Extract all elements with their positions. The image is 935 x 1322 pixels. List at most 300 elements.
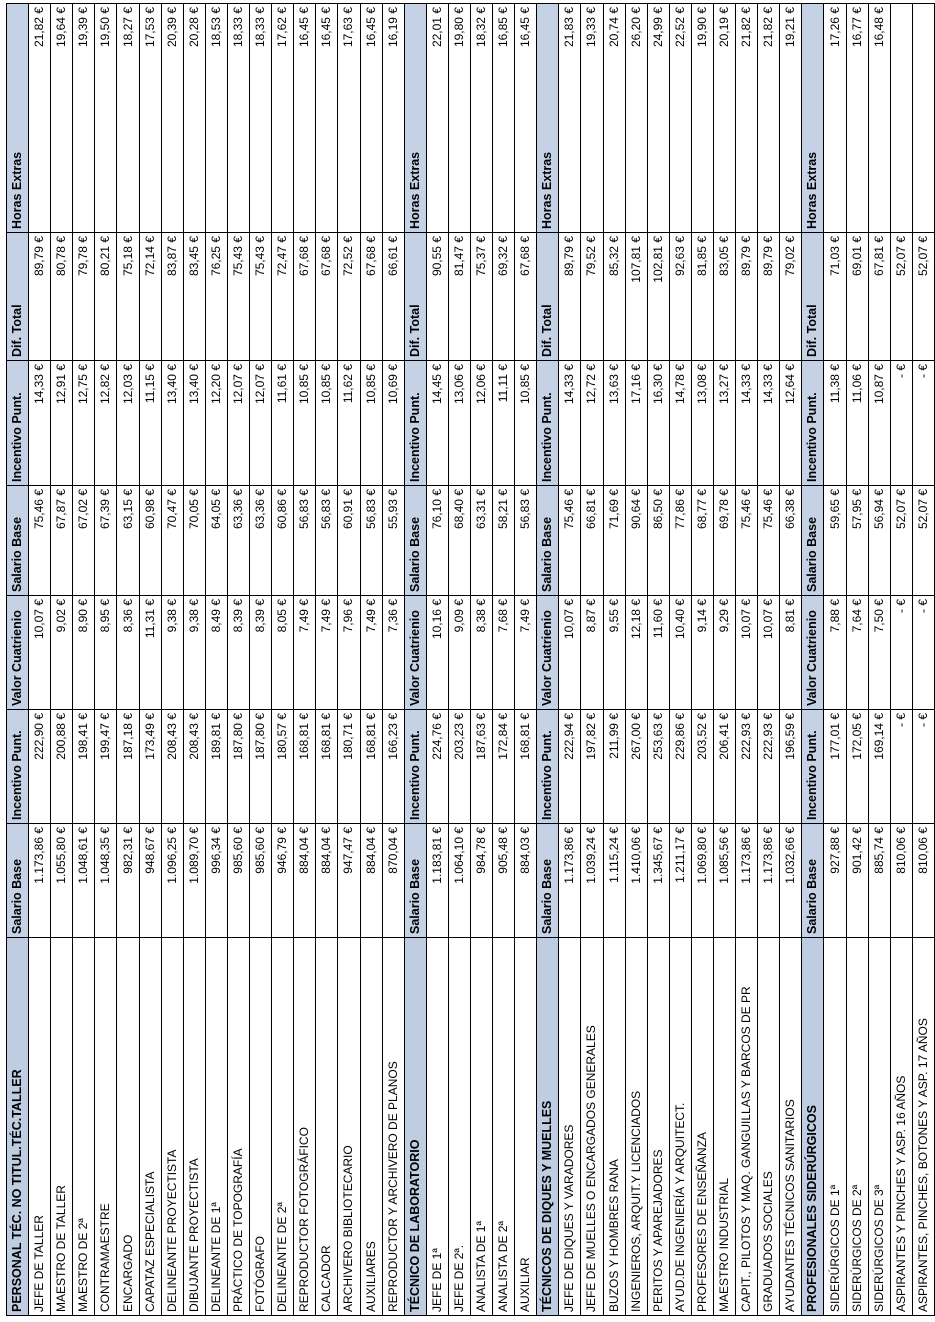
column-header: Salario Base: [802, 824, 824, 938]
value-cell: 67,39 €: [95, 486, 117, 596]
value-cell: 8,39 €: [250, 596, 272, 710]
value-cell: 222,90 €: [29, 710, 51, 824]
value-cell: 1.173,86 €: [758, 824, 780, 938]
value-cell: 884,03 €: [515, 824, 537, 938]
value-cell: 169,14 €: [868, 710, 890, 824]
job-title-cell: JEFE DE MUELLES O ENCARGADOS GENERALES: [581, 938, 603, 1316]
table-row: [581, 4, 603, 1316]
value-cell: 10,07 €: [758, 596, 780, 710]
table-row: [139, 4, 161, 1316]
job-title-cell: ANALISTA DE 1ª: [470, 938, 492, 1316]
section-header-row: [7, 4, 29, 1316]
value-cell: 75,43 €: [227, 233, 249, 361]
job-title-cell: JEFE DE TALLER: [29, 938, 51, 1316]
section-title: PROFESIONALES SIDERÚRGICOS: [802, 938, 824, 1316]
value-cell: 1.032,66 €: [780, 824, 802, 938]
value-cell: 7,50 €: [868, 596, 890, 710]
value-cell: 9,02 €: [51, 596, 73, 710]
value-cell: 17,16 €: [625, 361, 647, 486]
value-cell: 1.173,86 €: [559, 824, 581, 938]
table-row: [515, 4, 537, 1316]
value-cell: - €: [890, 361, 912, 486]
column-header: Salario Base: [404, 486, 426, 596]
value-cell: 180,71 €: [338, 710, 360, 824]
value-cell: 8,05 €: [272, 596, 294, 710]
job-title-cell: JEFE DE 2ª.: [448, 938, 470, 1316]
value-cell: 9,38 €: [161, 596, 183, 710]
value-cell: 77,86 €: [669, 486, 691, 596]
value-cell: 59,65 €: [824, 486, 846, 596]
value-cell: 20,28 €: [183, 4, 205, 233]
table-row: [868, 4, 890, 1316]
value-cell: [912, 4, 934, 233]
value-cell: 85,32 €: [603, 233, 625, 361]
value-cell: 56,83 €: [515, 486, 537, 596]
value-cell: 7,49 €: [294, 596, 316, 710]
table-row: [316, 4, 338, 1316]
job-title-cell: PERITOS Y APAREJADORES: [647, 938, 669, 1316]
value-cell: 870,04 €: [382, 824, 404, 938]
job-title-cell: CONTRAMAESTRE: [95, 938, 117, 1316]
table-row: [647, 4, 669, 1316]
value-cell: 8,90 €: [73, 596, 95, 710]
value-cell: 1.345,67 €: [647, 824, 669, 938]
value-cell: 229,86 €: [669, 710, 691, 824]
job-title-cell: GRADUADOS SOCIALES: [758, 938, 780, 1316]
value-cell: 56,83 €: [316, 486, 338, 596]
table-row: [493, 4, 515, 1316]
salary-table-body: [7, 4, 935, 1316]
job-title-cell: BUZOS Y HOMBRES RANA: [603, 938, 625, 1316]
column-header: Horas Extras: [537, 4, 559, 233]
value-cell: 66,61 €: [382, 233, 404, 361]
value-cell: 16,77 €: [846, 4, 868, 233]
value-cell: 187,18 €: [117, 710, 139, 824]
value-cell: 21,83 €: [559, 4, 581, 233]
job-title-cell: ANALISTA DE 2ª: [493, 938, 515, 1316]
column-header: Salario Base: [537, 824, 559, 938]
value-cell: 11,61 €: [272, 361, 294, 486]
job-title-cell: AYUDANTES TÉCNICOS SANITARIOS: [780, 938, 802, 1316]
value-cell: 203,23 €: [448, 710, 470, 824]
column-header: Incentivo Punt.: [404, 710, 426, 824]
column-header: Incentivo Punt.: [802, 710, 824, 824]
value-cell: 55,93 €: [382, 486, 404, 596]
value-cell: 21,82 €: [736, 4, 758, 233]
column-header: Incentivo Punt.: [7, 710, 29, 824]
value-cell: 12,82 €: [95, 361, 117, 486]
value-cell: 13,40 €: [161, 361, 183, 486]
job-title-cell: INGENIEROS, ARQUIT.Y LICENCIADOS: [625, 938, 647, 1316]
job-title-cell: MAESTRO DE 2ª: [73, 938, 95, 1316]
value-cell: 172,84 €: [493, 710, 515, 824]
value-cell: 17,53 €: [139, 4, 161, 233]
value-cell: 884,04 €: [316, 824, 338, 938]
job-title-cell: JEFE DE 1ª: [426, 938, 448, 1316]
value-cell: 948,67 €: [139, 824, 161, 938]
value-cell: 11,38 €: [824, 361, 846, 486]
value-cell: 884,04 €: [360, 824, 382, 938]
value-cell: 199,47 €: [95, 710, 117, 824]
job-title-cell: CAPATAZ ESPECIALISTA: [139, 938, 161, 1316]
table-row: [382, 4, 404, 1316]
section-header-row: [404, 4, 426, 1316]
value-cell: 89,79 €: [29, 233, 51, 361]
value-cell: 63,15 €: [117, 486, 139, 596]
value-cell: 996,34 €: [205, 824, 227, 938]
value-cell: 56,94 €: [868, 486, 890, 596]
value-cell: 60,91 €: [338, 486, 360, 596]
value-cell: 985,60 €: [250, 824, 272, 938]
job-title-cell: ARCHIVERO BIBLIOTECARIO: [338, 938, 360, 1316]
value-cell: 13,63 €: [603, 361, 625, 486]
value-cell: 75,46 €: [559, 486, 581, 596]
column-header: Horas Extras: [7, 4, 29, 233]
value-cell: 10,87 €: [868, 361, 890, 486]
value-cell: 1.064,10 €: [448, 824, 470, 938]
value-cell: 69,01 €: [846, 233, 868, 361]
value-cell: 177,01 €: [824, 710, 846, 824]
value-cell: 253,63 €: [647, 710, 669, 824]
column-header: Valor Cuatrienio: [7, 596, 29, 710]
value-cell: 7,88 €: [824, 596, 846, 710]
value-cell: 810,06 €: [912, 824, 934, 938]
value-cell: 12,75 €: [73, 361, 95, 486]
column-header: Horas Extras: [802, 4, 824, 233]
value-cell: 14,33 €: [758, 361, 780, 486]
table-row: [73, 4, 95, 1316]
value-cell: 16,45 €: [360, 4, 382, 233]
value-cell: 107,81 €: [625, 233, 647, 361]
value-cell: 19,21 €: [780, 4, 802, 233]
table-row: [117, 4, 139, 1316]
table-row: [669, 4, 691, 1316]
value-cell: 12,18 €: [625, 596, 647, 710]
value-cell: 76,25 €: [205, 233, 227, 361]
value-cell: 26,20 €: [625, 4, 647, 233]
job-title-cell: ASPIRANTES, PINCHES, BOTONES Y ASP. 17 AÑOS: [912, 938, 934, 1316]
value-cell: 224,76 €: [426, 710, 448, 824]
table-row: [51, 4, 73, 1316]
value-cell: 8,81 €: [780, 596, 802, 710]
value-cell: 10,07 €: [559, 596, 581, 710]
value-cell: 67,81 €: [868, 233, 890, 361]
value-cell: 72,47 €: [272, 233, 294, 361]
value-cell: 9,38 €: [183, 596, 205, 710]
value-cell: 10,07 €: [736, 596, 758, 710]
value-cell: 102,81 €: [647, 233, 669, 361]
value-cell: 9,14 €: [691, 596, 713, 710]
value-cell: 86,50 €: [647, 486, 669, 596]
value-cell: 79,52 €: [581, 233, 603, 361]
column-header: Salario Base: [802, 486, 824, 596]
value-cell: 168,81 €: [360, 710, 382, 824]
value-cell: 16,19 €: [382, 4, 404, 233]
value-cell: 69,32 €: [493, 233, 515, 361]
value-cell: 985,60 €: [227, 824, 249, 938]
column-header: Salario Base: [537, 486, 559, 596]
table-row: [227, 4, 249, 1316]
value-cell: 56,83 €: [360, 486, 382, 596]
value-cell: 11,60 €: [647, 596, 669, 710]
value-cell: 19,90 €: [691, 4, 713, 233]
value-cell: 9,29 €: [714, 596, 736, 710]
job-title-cell: DELINEANTE PROYECTISTA: [161, 938, 183, 1316]
value-cell: 13,40 €: [183, 361, 205, 486]
value-cell: 79,02 €: [780, 233, 802, 361]
value-cell: 18,32 €: [470, 4, 492, 233]
value-cell: 1.173,86 €: [29, 824, 51, 938]
value-cell: 52,07 €: [912, 233, 934, 361]
value-cell: 66,38 €: [780, 486, 802, 596]
value-cell: 18,33 €: [250, 4, 272, 233]
value-cell: 927,88 €: [824, 824, 846, 938]
section-title: TÉCNICO DE LABORATORIO: [404, 938, 426, 1316]
value-cell: 72,14 €: [139, 233, 161, 361]
section-title: TÉCNICOS DE DIQUES Y MUELLES: [537, 938, 559, 1316]
job-title-cell: AUXILIAR: [515, 938, 537, 1316]
job-title-cell: SIDERÚRGICOS DE 1ª: [824, 938, 846, 1316]
value-cell: 11,11 €: [493, 361, 515, 486]
value-cell: 66,81 €: [581, 486, 603, 596]
value-cell: 89,79 €: [758, 233, 780, 361]
table-row: [603, 4, 625, 1316]
value-cell: 222,93 €: [758, 710, 780, 824]
value-cell: 57,95 €: [846, 486, 868, 596]
table-row: [846, 4, 868, 1316]
table-row: [272, 4, 294, 1316]
value-cell: 17,62 €: [272, 4, 294, 233]
value-cell: 24,99 €: [647, 4, 669, 233]
table-row: [559, 4, 581, 1316]
value-cell: 79,78 €: [73, 233, 95, 361]
value-cell: 8,38 €: [470, 596, 492, 710]
table-row: [338, 4, 360, 1316]
job-title-cell: AUXILIARES: [360, 938, 382, 1316]
job-title-cell: DELINEANTE DE 2ª: [272, 938, 294, 1316]
value-cell: 222,93 €: [736, 710, 758, 824]
value-cell: 75,46 €: [758, 486, 780, 596]
table-row: [912, 4, 934, 1316]
value-cell: - €: [912, 710, 934, 824]
job-title-cell: DELINEANTE DE 1ª: [205, 938, 227, 1316]
job-title-cell: MAESTRO INDUSTRIAL: [714, 938, 736, 1316]
value-cell: 14,78 €: [669, 361, 691, 486]
table-row: [625, 4, 647, 1316]
value-cell: 16,45 €: [515, 4, 537, 233]
value-cell: 18,27 €: [117, 4, 139, 233]
table-row: [691, 4, 713, 1316]
value-cell: 16,48 €: [868, 4, 890, 233]
job-title-cell: SIDERÚRGICOS DE 2ª: [846, 938, 868, 1316]
value-cell: 19,80 €: [448, 4, 470, 233]
value-cell: - €: [912, 361, 934, 486]
column-header: Incentivo Punt.: [537, 361, 559, 486]
table-row: [824, 4, 846, 1316]
value-cell: 168,81 €: [316, 710, 338, 824]
section-title: PERSONAL TÉC. NO TITUL.TÉC.TALLER: [7, 938, 29, 1316]
value-cell: 63,36 €: [227, 486, 249, 596]
table-row: [448, 4, 470, 1316]
value-cell: 267,00 €: [625, 710, 647, 824]
value-cell: 80,78 €: [51, 233, 73, 361]
column-header: Salario Base: [7, 824, 29, 938]
value-cell: 75,46 €: [29, 486, 51, 596]
value-cell: 52,07 €: [890, 233, 912, 361]
table-row: [714, 4, 736, 1316]
value-cell: 7,36 €: [382, 596, 404, 710]
value-cell: 71,69 €: [603, 486, 625, 596]
value-cell: 83,45 €: [183, 233, 205, 361]
value-cell: 1.055,80 €: [51, 824, 73, 938]
value-cell: 20,39 €: [161, 4, 183, 233]
value-cell: 17,63 €: [338, 4, 360, 233]
value-cell: 1.115,24 €: [603, 824, 625, 938]
value-cell: 52,07 €: [890, 486, 912, 596]
column-header: Dif. Total: [537, 233, 559, 361]
value-cell: 19,39 €: [73, 4, 95, 233]
value-cell: 7,68 €: [493, 596, 515, 710]
value-cell: 13,08 €: [691, 361, 713, 486]
value-cell: 81,47 €: [448, 233, 470, 361]
column-header: Valor Cuatrienio: [802, 596, 824, 710]
value-cell: 83,05 €: [714, 233, 736, 361]
value-cell: 75,18 €: [117, 233, 139, 361]
value-cell: 1.183,81 €: [426, 824, 448, 938]
value-cell: 187,80 €: [250, 710, 272, 824]
value-cell: 75,43 €: [250, 233, 272, 361]
job-title-cell: REPRODUCTOR Y ARCHIVERO DE PLANOS: [382, 938, 404, 1316]
value-cell: 70,47 €: [161, 486, 183, 596]
value-cell: 16,45 €: [294, 4, 316, 233]
value-cell: 187,80 €: [227, 710, 249, 824]
value-cell: 67,68 €: [316, 233, 338, 361]
value-cell: 172,05 €: [846, 710, 868, 824]
value-cell: 75,46 €: [736, 486, 758, 596]
value-cell: 19,64 €: [51, 4, 73, 233]
rotated-salary-sheet: [6, 4, 930, 1316]
value-cell: 18,33 €: [227, 4, 249, 233]
table-row: [780, 4, 802, 1316]
table-row: [890, 4, 912, 1316]
value-cell: [890, 4, 912, 233]
table-row: [95, 4, 117, 1316]
value-cell: 187,63 €: [470, 710, 492, 824]
section-header-row: [537, 4, 559, 1316]
value-cell: 81,85 €: [691, 233, 713, 361]
value-cell: 208,43 €: [161, 710, 183, 824]
value-cell: 13,27 €: [714, 361, 736, 486]
value-cell: 21,82 €: [758, 4, 780, 233]
value-cell: 67,87 €: [51, 486, 73, 596]
value-cell: 8,87 €: [581, 596, 603, 710]
value-cell: 10,07 €: [29, 596, 51, 710]
value-cell: 67,68 €: [515, 233, 537, 361]
value-cell: 1.048,61 €: [73, 824, 95, 938]
value-cell: 67,68 €: [360, 233, 382, 361]
value-cell: 8,36 €: [117, 596, 139, 710]
value-cell: 189,81 €: [205, 710, 227, 824]
table-row: [205, 4, 227, 1316]
value-cell: 22,01 €: [426, 4, 448, 233]
value-cell: 16,85 €: [493, 4, 515, 233]
value-cell: 208,43 €: [183, 710, 205, 824]
value-cell: 22,52 €: [669, 4, 691, 233]
column-header: Incentivo Punt.: [7, 361, 29, 486]
value-cell: 20,74 €: [603, 4, 625, 233]
value-cell: 89,79 €: [736, 233, 758, 361]
column-header: Salario Base: [7, 486, 29, 596]
value-cell: 884,04 €: [294, 824, 316, 938]
value-cell: 168,81 €: [515, 710, 537, 824]
value-cell: 1.039,24 €: [581, 824, 603, 938]
value-cell: 60,86 €: [272, 486, 294, 596]
value-cell: 196,59 €: [780, 710, 802, 824]
column-header: Dif. Total: [802, 233, 824, 361]
value-cell: 197,82 €: [581, 710, 603, 824]
value-cell: 14,45 €: [426, 361, 448, 486]
value-cell: 10,85 €: [515, 361, 537, 486]
value-cell: 1.089,70 €: [183, 824, 205, 938]
job-title-cell: ENCARGADO: [117, 938, 139, 1316]
value-cell: 75,37 €: [470, 233, 492, 361]
value-cell: 1.096,25 €: [161, 824, 183, 938]
column-header: Valor Cuatrienio: [404, 596, 426, 710]
column-header: Horas Extras: [404, 4, 426, 233]
value-cell: 76,10 €: [426, 486, 448, 596]
value-cell: 52,07 €: [912, 486, 934, 596]
value-cell: 8,49 €: [205, 596, 227, 710]
value-cell: 7,49 €: [515, 596, 537, 710]
job-title-cell: MAESTRO DE TALLER: [51, 938, 73, 1316]
job-title-cell: PROFESORES DE ENSEÑANZA: [691, 938, 713, 1316]
table-row: [758, 4, 780, 1316]
value-cell: 9,09 €: [448, 596, 470, 710]
value-cell: 13,06 €: [448, 361, 470, 486]
table-row: [470, 4, 492, 1316]
job-title-cell: AYUD.DE INGENIERÍA Y ARQUITECT.: [669, 938, 691, 1316]
value-cell: 7,49 €: [360, 596, 382, 710]
value-cell: 83,87 €: [161, 233, 183, 361]
value-cell: 90,55 €: [426, 233, 448, 361]
value-cell: 984,78 €: [470, 824, 492, 938]
value-cell: 946,79 €: [272, 824, 294, 938]
value-cell: 19,50 €: [95, 4, 117, 233]
value-cell: 1.069,80 €: [691, 824, 713, 938]
value-cell: 1.410,06 €: [625, 824, 647, 938]
value-cell: 12,20 €: [205, 361, 227, 486]
value-cell: 12,03 €: [117, 361, 139, 486]
value-cell: 16,30 €: [647, 361, 669, 486]
value-cell: 222,94 €: [559, 710, 581, 824]
value-cell: 1.173,86 €: [736, 824, 758, 938]
value-cell: 71,03 €: [824, 233, 846, 361]
value-cell: 14,33 €: [736, 361, 758, 486]
value-cell: 67,02 €: [73, 486, 95, 596]
value-cell: - €: [890, 596, 912, 710]
job-title-cell: PRÁCTICO DE TOPOGRAFÍA: [227, 938, 249, 1316]
value-cell: 1.211,17 €: [669, 824, 691, 938]
job-title-cell: CAPIT., PILOTOS Y MAQ. GANGUILLAS Y BARCOS DE PR: [736, 938, 758, 1316]
value-cell: 63,31 €: [470, 486, 492, 596]
value-cell: 7,96 €: [338, 596, 360, 710]
value-cell: 8,39 €: [227, 596, 249, 710]
value-cell: 947,47 €: [338, 824, 360, 938]
value-cell: 8,95 €: [95, 596, 117, 710]
value-cell: 16,45 €: [316, 4, 338, 233]
value-cell: 7,49 €: [316, 596, 338, 710]
value-cell: 67,68 €: [294, 233, 316, 361]
